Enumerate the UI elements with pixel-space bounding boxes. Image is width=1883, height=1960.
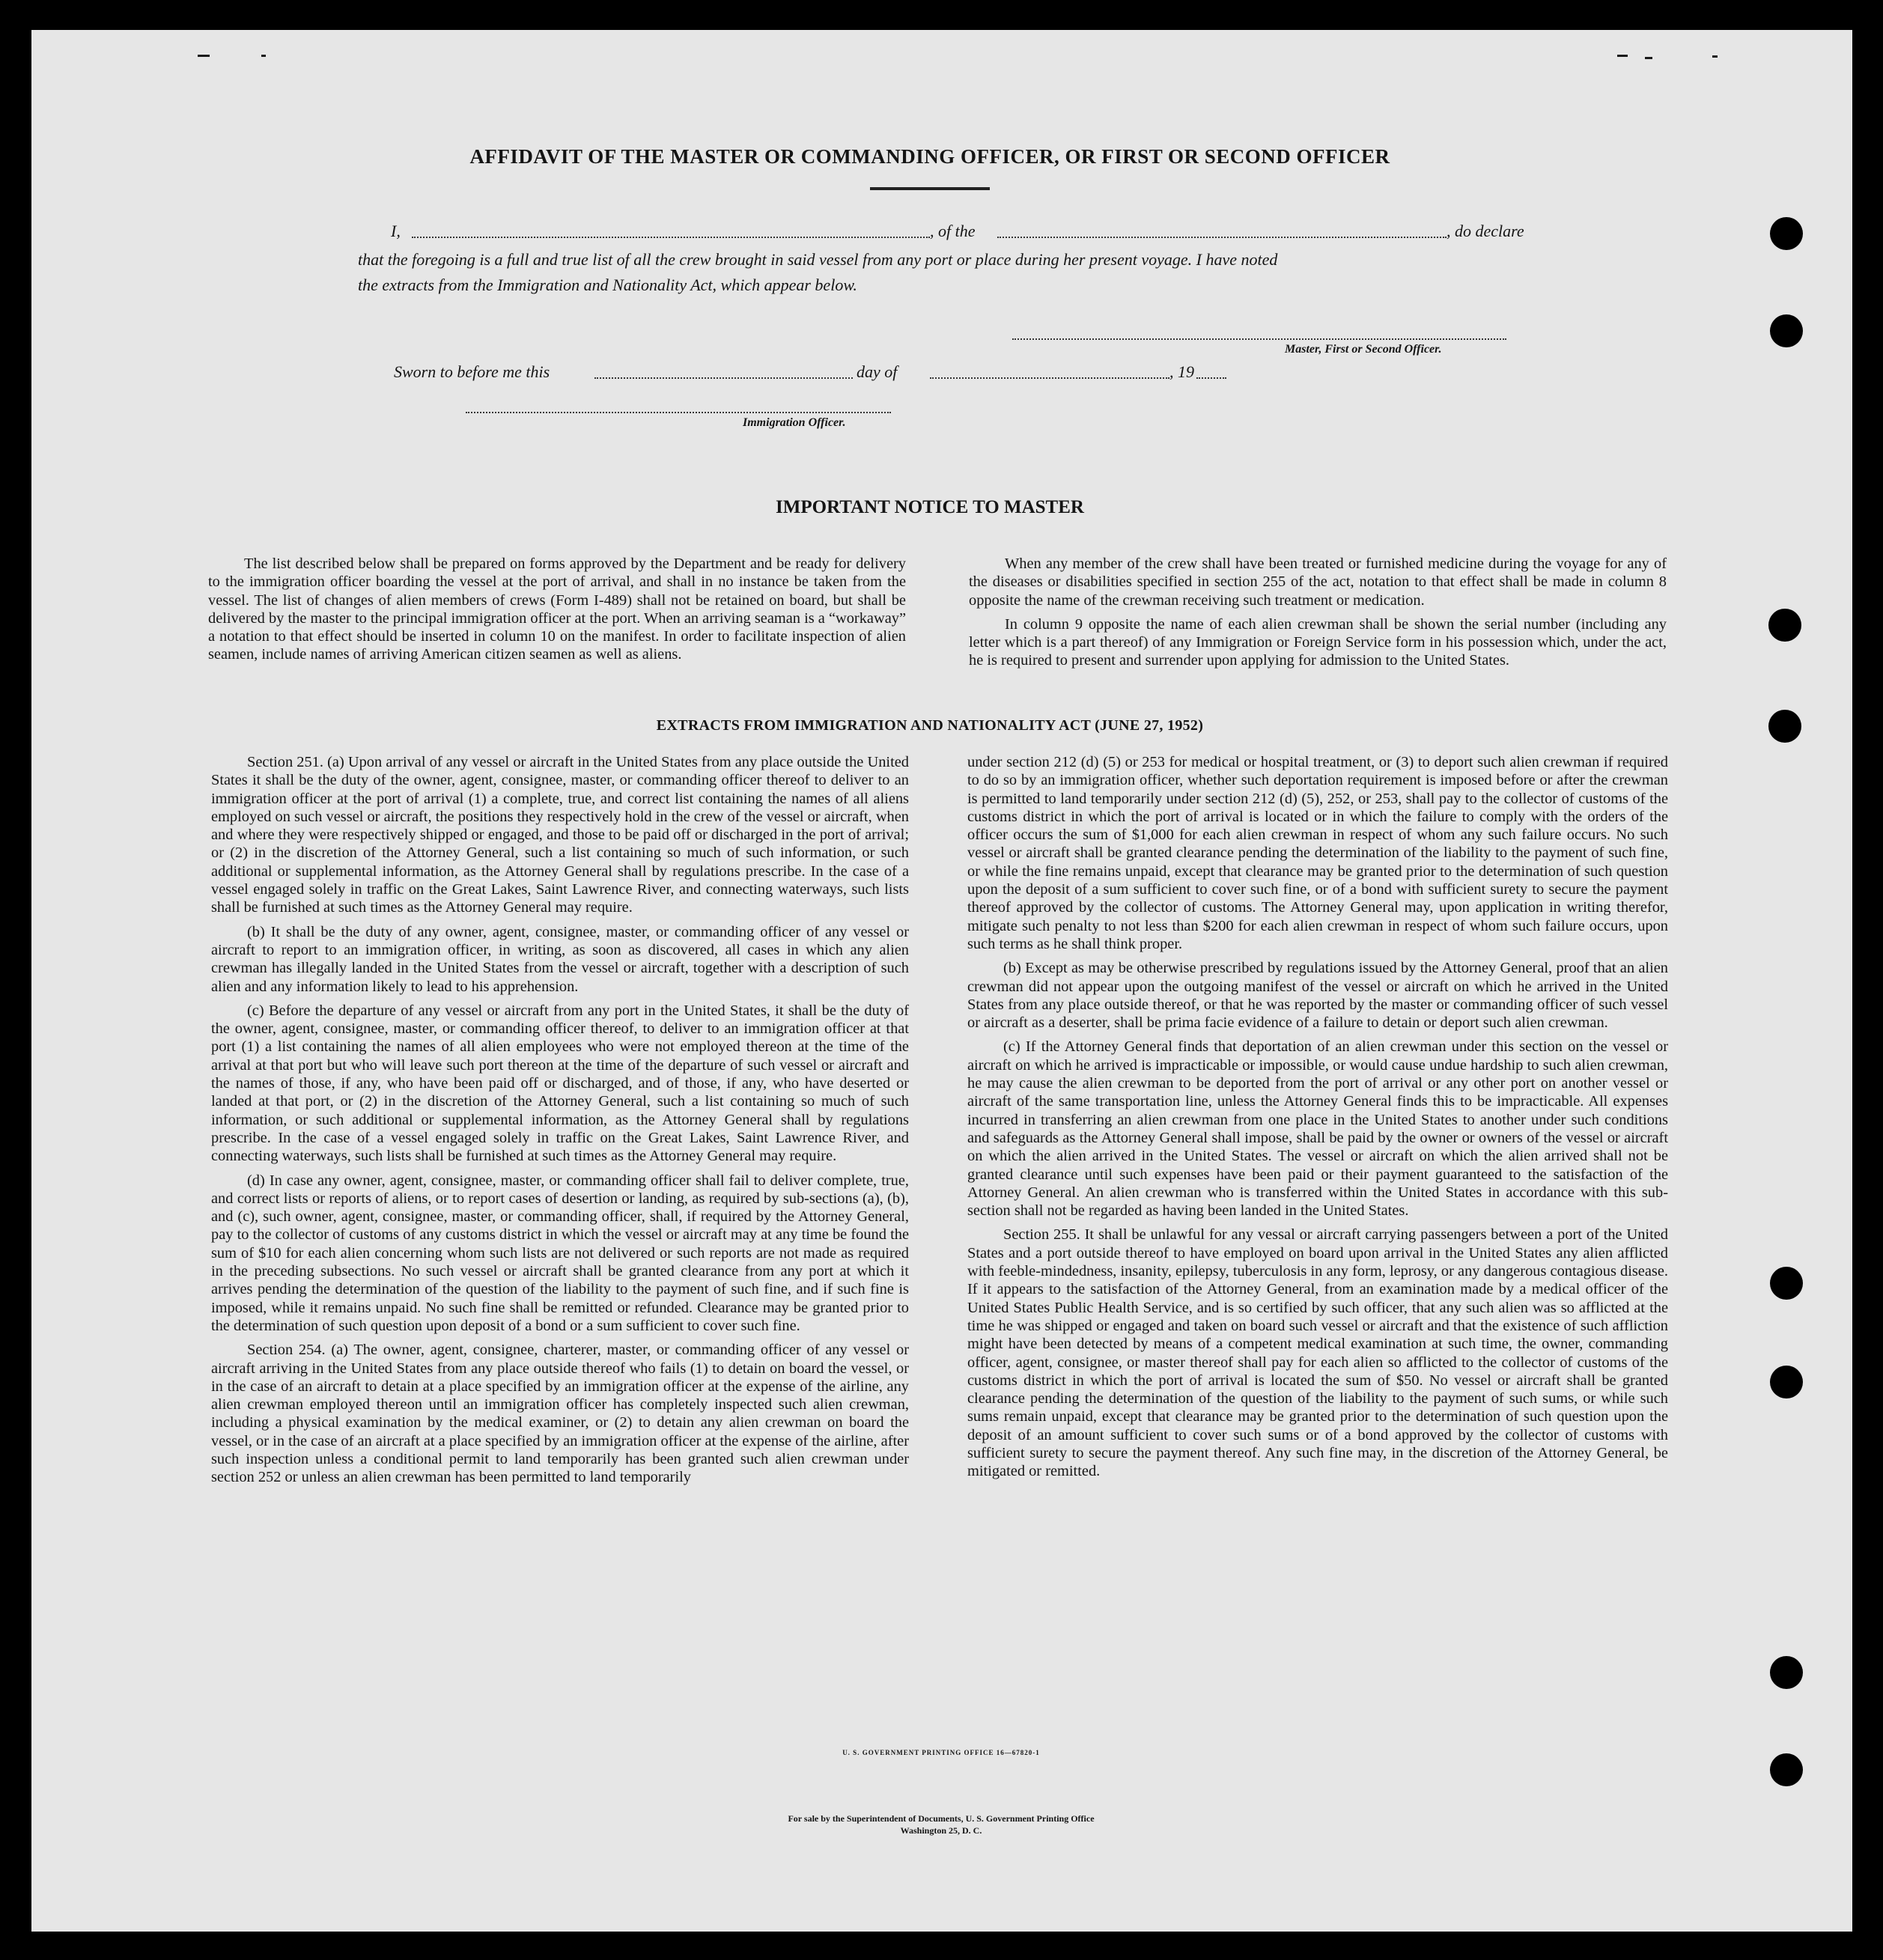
punch-hole (1770, 1656, 1803, 1689)
section-255: Section 255. It shall be unlawful for any vessal or aircraft carrying passengers between a port of the United States and a port outside thereof to have employed on board upon arrival in the United States any alien afflicted with feeble-mindedness, insanity, epilepsy, tuberculosis in any form, leprosy, or any dangerous contagious disease. If it appears to the satisfaction of the Attorney General, from an examination made by a medical officer of the United States Public Health Service, and is so certified by such officer, that any such alien was so afflicted at the time he was shipped or engaged and taken on board such vessel or aircraft and that the existence of such affliction might have been detected by means of a competent medical examination at such time, the owner, commanding officer, agent, consignee, or master thereof shall pay for each alien so afflicted to the collector of customs of the customs district in which the port of arrival is located the sum of $50. No vessel or aircraft shall be granted clearance pending the determination of the question of the liability to the payment of such sums, or while such sums remain unpaid, except that clearance may be granted prior to the determination of such question upon the deposit of an amount sufficient to cover such sums or of a bond approved by the collector of customs with sufficient surety to secure the payment thereof. Any such fine may, in the discretion of the Attorney General, be mitigated or remitted. (967, 1226, 1668, 1480)
registration-mark (1712, 55, 1718, 58)
sworn-month-field[interactable] (930, 377, 1169, 379)
registration-mark (1617, 55, 1628, 57)
punch-hole (1770, 1753, 1803, 1786)
officer-signature-caption: Immigration Officer. (743, 416, 846, 429)
punch-hole (1770, 217, 1803, 250)
sale-notice-line-2: Washington 25, D. C. (900, 1825, 982, 1836)
of-the-label: , of the (930, 222, 976, 240)
notice-paragraph: In column 9 opposite the name of each alien crewman shall be shown the serial number (including any letter which is a part thereof) of any Immigration or Foreign Service form in his possession which, under the act, he is required to present and surrender upon applying for admission to the United States. (969, 615, 1667, 669)
master-signature-caption: Master, First or Second Officer. (1285, 343, 1442, 356)
title-rule (870, 187, 990, 190)
section-251-c: (c) Before the departure of any vessel or aircraft from any port in the United States, it shall be the duty of the owner, agent, consignee, master, or commanding officer thereof, to deliver to an immigration officer at that port (1) a list containing the names of all alien employees who were not employed thereon at the time of the arrival at that port but who will leave such port thereon at the time of the departure of such vessel or aircraft and the names of those, if any, who have been paid off or discharged, and of those, if any, who have deserted or landed at that port, or (2) in the discretion of the Attorney General, such a list containing so much of such information, or such additional or supplemental information, as the Attorney General shall by regulations prescribe. In the case of a vessel engaged solely in traffic on the Great Lakes, Saint Lawrence River, and connecting waterways, such lists shall be furnished at such times as the Attorney General may require. (211, 1002, 909, 1165)
notice-left-column (208, 555, 906, 670)
vessel-name-field[interactable] (997, 237, 1447, 238)
notice-paragraph: The list described below shall be prepared on forms approved by the Department and be ready for delivery to the immigration officer boarding the vessel at the port of arrival, and shall in no instance be taken from the vessel. The list of changes of alien members of crews (Form I-489) shall not be retained on board, but shall be delivered by the master to the principal immigration officer at the port. When an arriving seaman is a “workaway” a notation to that effect should be inserted in column 10 on the manifest. In order to facilitate inspection of alien seamen, include names of arriving American citizen seamen as well as aliens. (208, 556, 906, 663)
registration-mark (261, 55, 266, 57)
punch-hole (1770, 1366, 1803, 1399)
day-of-label: day of (857, 362, 898, 381)
notice-title: IMPORTANT NOTICE TO MASTER (776, 497, 1084, 517)
officer-signature-field[interactable] (466, 412, 891, 413)
section-254-a: Section 254. (a) The owner, agent, consignee, charterer, master, or commanding officer of any vessel or aircraft arriving in the United States from any place outside thereof who fails (1) to detain on board the vessel, or in the case of an aircraft to detain at a place specified by an immigration officer at the expense of the airline, any alien crewman employed thereon until an immigration officer has completely inspected such alien crewman, including a physical examination by the medical examiner, or (2) to detain any alien crewman on board the vessel, or in the case of an aircraft at a place specified by an immigration officer at the expense of the airline, after such inspection unless a conditional permit to land temporarily has been granted such alien crewman under section 252 or unless an alien crewman has been permitted to land temporarily (211, 1342, 909, 1486)
punch-hole (1768, 609, 1801, 642)
extracts-title: EXTRACTS FROM IMMIGRATION AND NATIONALITY ACT (JUNE 27, 1952) (656, 717, 1204, 734)
declarant-name-field[interactable] (412, 237, 930, 238)
notice-paragraph: When any member of the crew shall have been treated or furnished medicine during the voyage for any of the diseases or disabilities specified in section 255 of the act, notation to that effect shall be made in column 8 opposite the name of the crewman receiving such treatment or medication. (969, 556, 1667, 609)
extracts-left-column (211, 753, 909, 1493)
section-254-a-continued: under section 212 (d) (5) or 253 for medical or hospital treatment, or (3) to deport such alien crewman if required to do so by an immigration officer, whether such deportation requirement is imposed before or after the crewman is permitted to land temporarily under section 212 (d) (5), 252, or 253, shall pay to the collector of customs of the customs district in which the port of arrival is located or in which the failure to comply with the orders of the officer occurs the sum of $1,000 for each alien crewman in respect of whom any such failure occurs. No such vessel or aircraft shall be granted clearance pending the determination of the liability to the payment of such fine, or while the fine remains unpaid, except that clearance may be granted prior to the determination of such question upon the deposit of a sum sufficient to cover such fine, or of a bond with sufficient surety to secure the payment thereof approved by the collector of customs. The Attorney General may, upon application in writing therefor, mitigate such penalty to not less than $200 for each alien crewman in respect of whom such failure occurs, upon such terms as he shall think proper. (967, 754, 1668, 952)
section-251-d: (d) In case any owner, agent, consignee, master, or commanding officer shall fail to deliver complete, true, and correct lists or reports of aliens, or to report cases of desertion or landing, as required by sub-sections (a), (b), and (c), such owner, agent, consignee, master, or commanding officer, shall, if required by the Attorney General, pay to the collector of customs of any customs district in which the vessel or aircraft may at any time be found the sum of $10 for each alien concerning whom such lists are not delivered or such reports are not made as required in the preceding subsections. No such vessel or aircraft shall be granted clearance from any port at which it arrives pending the determination of the question of the liability to the payment of such fine, and if such fine is imposed, while it remains unpaid. No such fine shall be remitted or refunded. Clearance may be granted prior to the determination of such question upon deposit of a bond or a sum sufficient to cover such fine. (211, 1172, 909, 1334)
section-251-a: Section 251. (a) Upon arrival of any vessel or aircraft in the United States from any place outside the United States it shall be the duty of the owner, agent, consignee, master, or commanding officer thereof to deliver to an immigration officer at the port of arrival (1) a complete, true, and correct list containing the names of all aliens employed on such vessel or aircraft, the positions they respectively hold in the crew of the vessel or aircraft, when and where they were respectively shipped or engaged, and those to be paid off or discharged in the port of arrival; or (2) in the discretion of the Attorney General, such a list containing so much of such information, or such additional or supplemental information, as the Attorney General shall by regulations prescribe. In the case of a vessel engaged solely in traffic on the Great Lakes, Saint Lawrence River, and connecting waterways, such lists shall be furnished at such times as the Attorney General may require. (211, 754, 909, 916)
do-declare-label: , do declare (1447, 222, 1524, 240)
master-signature-field[interactable] (1012, 338, 1506, 340)
year-label: , 19 (1169, 362, 1194, 381)
punch-hole (1770, 314, 1803, 347)
form-page (31, 30, 1852, 1932)
registration-mark (198, 55, 210, 57)
print-code: U. S. GOVERNMENT PRINTING OFFICE 16—67820-1 (842, 1749, 1040, 1756)
affidavit-title: AFFIDAVIT OF THE MASTER OR COMMANDING OFFICER, OR FIRST OR SECOND OFFICER (469, 145, 1390, 168)
extracts-right-column (967, 753, 1668, 1487)
declaration-line-2: the extracts from the Immigration and Nationality Act, which appear below. (358, 276, 857, 294)
sworn-day-field[interactable] (594, 377, 853, 379)
declaration-line-1: that the foregoing is a full and true list of all the crew brought in said vessel from any port or place during her present voyage. I have noted (358, 250, 1278, 269)
punch-hole (1770, 1267, 1803, 1300)
notice-right-column (969, 555, 1667, 676)
section-254-c: (c) If the Attorney General finds that deportation of an alien crewman under this section on the vessel or aircraft on which he arrived is impracticable or impossible, or would cause undue hardship to such alien crewman, he may cause the alien crewman to be deported from the port of arrival or any other port on another vessel or aircraft of the same transportation line, unless the Attorney General finds this to be impracticable. All expenses incurred in transferring an alien crewman from one place in the United States to another under such conditions and safeguards as the Attorney General shall impose, shall be paid by the owner or owners of the vessel or aircraft on which the alien arrived in the United States. The vessel or aircraft on which the alien arrived shall not be granted clearance until such expenses have been paid or their payment guaranteed to the satisfaction of the Attorney General. An alien crewman who is transferred within the United States in accordance with this sub-section shall not be regarded as having been landed in the United States. (967, 1038, 1668, 1220)
sale-notice-line-1: For sale by the Superintendent of Documents, U. S. Government Printing Office (788, 1813, 1095, 1824)
section-254-b: (b) Except as may be otherwise prescribed by regulations issued by the Attorney General, proof that an alien crewman did not appear upon the outgoing manifest of the vessel or aircraft on which he arrived in the United States from any place outside thereof, or that he was reported by the master or commanding officer of such vessel or aircraft as a deserter, shall be prima facie evidence of a failure to detain or deport such alien crewman. (967, 960, 1668, 1032)
sworn-year-field[interactable] (1196, 377, 1226, 379)
sworn-label: Sworn to before me this (394, 362, 550, 381)
declarant-prefix: I, (391, 222, 401, 240)
registration-mark (1645, 57, 1652, 59)
section-251-b: (b) It shall be the duty of any owner, agent, consignee, master, or commanding officer of any vessel or aircraft to report to an immigration officer, in writing, as soon as discovered, all cases in which any alien crewman has illegally landed in the United States from the vessel or aircraft, together with a description of such alien and any information likely to lead to his apprehension. (211, 923, 909, 995)
